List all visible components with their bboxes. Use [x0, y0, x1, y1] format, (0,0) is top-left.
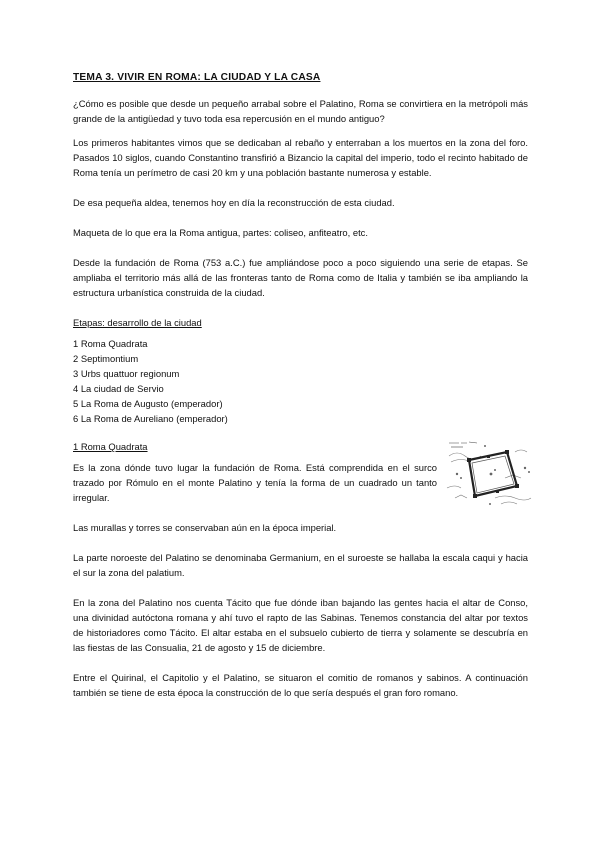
paragraph-conso-altar: En la zona del Palatino nos cuenta Tácito que fue dónde iban bajando las gentes hacia el altar de Conso, una divinidad autóctona romana y ahí tuvo el rapto de las Sabinas. Tenemos constancia del altar por textos de historiadores como Tácito. El altar estaba en el subsuelo cubierto de tierra y solamente se descubría en las fiestas de las Consualia, 21 de agosto y 15 de diciembre.	[73, 597, 528, 653]
paragraph-first-inhabitants: Los primeros habitantes vimos que se dedicaban al rebaño y enterraban a los muertos en la zona del foro. Pasados 10 siglos, cuando Constantino transfirió a Bizancio la capital del imperio, todo el recinto habitado de Roma tenía un perímetro de casi 20 km y una población bastante numerosa y estable.	[73, 137, 528, 178]
paragraph-germanium: La parte noroeste del Palatino se denominaba Germanium, en el suroeste se hallaba la escala caqui y hacia el sur la zona del palatium.	[73, 552, 528, 578]
paragraph-reconstruction: De esa pequeña aldea, tenemos hoy en día la reconstrucción de esta ciudad.	[73, 197, 395, 208]
paragraph-intro-question: ¿Cómo es posible que desde un pequeño arrabal sobre el Palatino, Roma se convirtiera en la metrópoli más grande de la antigüedad y tuvo toda esa repercusión en el mundo antiguo?	[73, 98, 528, 124]
paragraph-comitium: Entre el Quirinal, el Capitolio y el Palatino, se situaron el comitio de romanos y sabinos. A continuación también se tiene de esta época la construcción de lo que sería después el gran foro romano.	[73, 672, 528, 698]
document-body	[73, 70, 528, 709]
document-title: TEMA 3. VIVIR EN ROMA: LA CIUDAD Y LA CASA	[73, 72, 321, 83]
list-item: 2 Septimontium	[73, 353, 139, 364]
list-item: 6 La Roma de Aureliano (emperador)	[73, 413, 228, 424]
list-item: 3 Urbs quattuor regionum	[73, 368, 180, 379]
list-item: 1 Roma Quadrata	[73, 338, 148, 349]
paragraph-roma-quadrata-founding: Es la zona dónde tuvo lugar la fundación de Roma. Está comprendida en el surco trazado por Rómulo en el monte Palatino y tenía la forma de un cuadrado un tanto irregular.	[73, 462, 437, 503]
paragraph-model: Maqueta de lo que era la Roma antigua, partes: coliseo, anfiteatro, etc.	[73, 227, 368, 238]
stages-list	[73, 336, 528, 426]
stages-heading: Etapas: desarrollo de la ciudad	[73, 317, 202, 328]
paragraph-walls: Las murallas y torres se conservaban aún en la época imperial.	[73, 522, 337, 533]
roma-quadrata-map-sketch-icon	[445, 438, 535, 510]
list-item: 4 La ciudad de Servio	[73, 383, 164, 394]
paragraph-foundation: Desde la fundación de Roma (753 a.C.) fue ampliándose poco a poco siguiendo una serie de etapas. Se ampliaba el territorio más allá de las fronteras tanto de Roma como de Italia y también se iba ampliando la estructura urbanística construida de la ciudad.	[73, 257, 528, 298]
section-roma-quadrata-heading: 1 Roma Quadrata	[73, 441, 148, 452]
list-item: 5 La Roma de Augusto (emperador)	[73, 398, 223, 409]
